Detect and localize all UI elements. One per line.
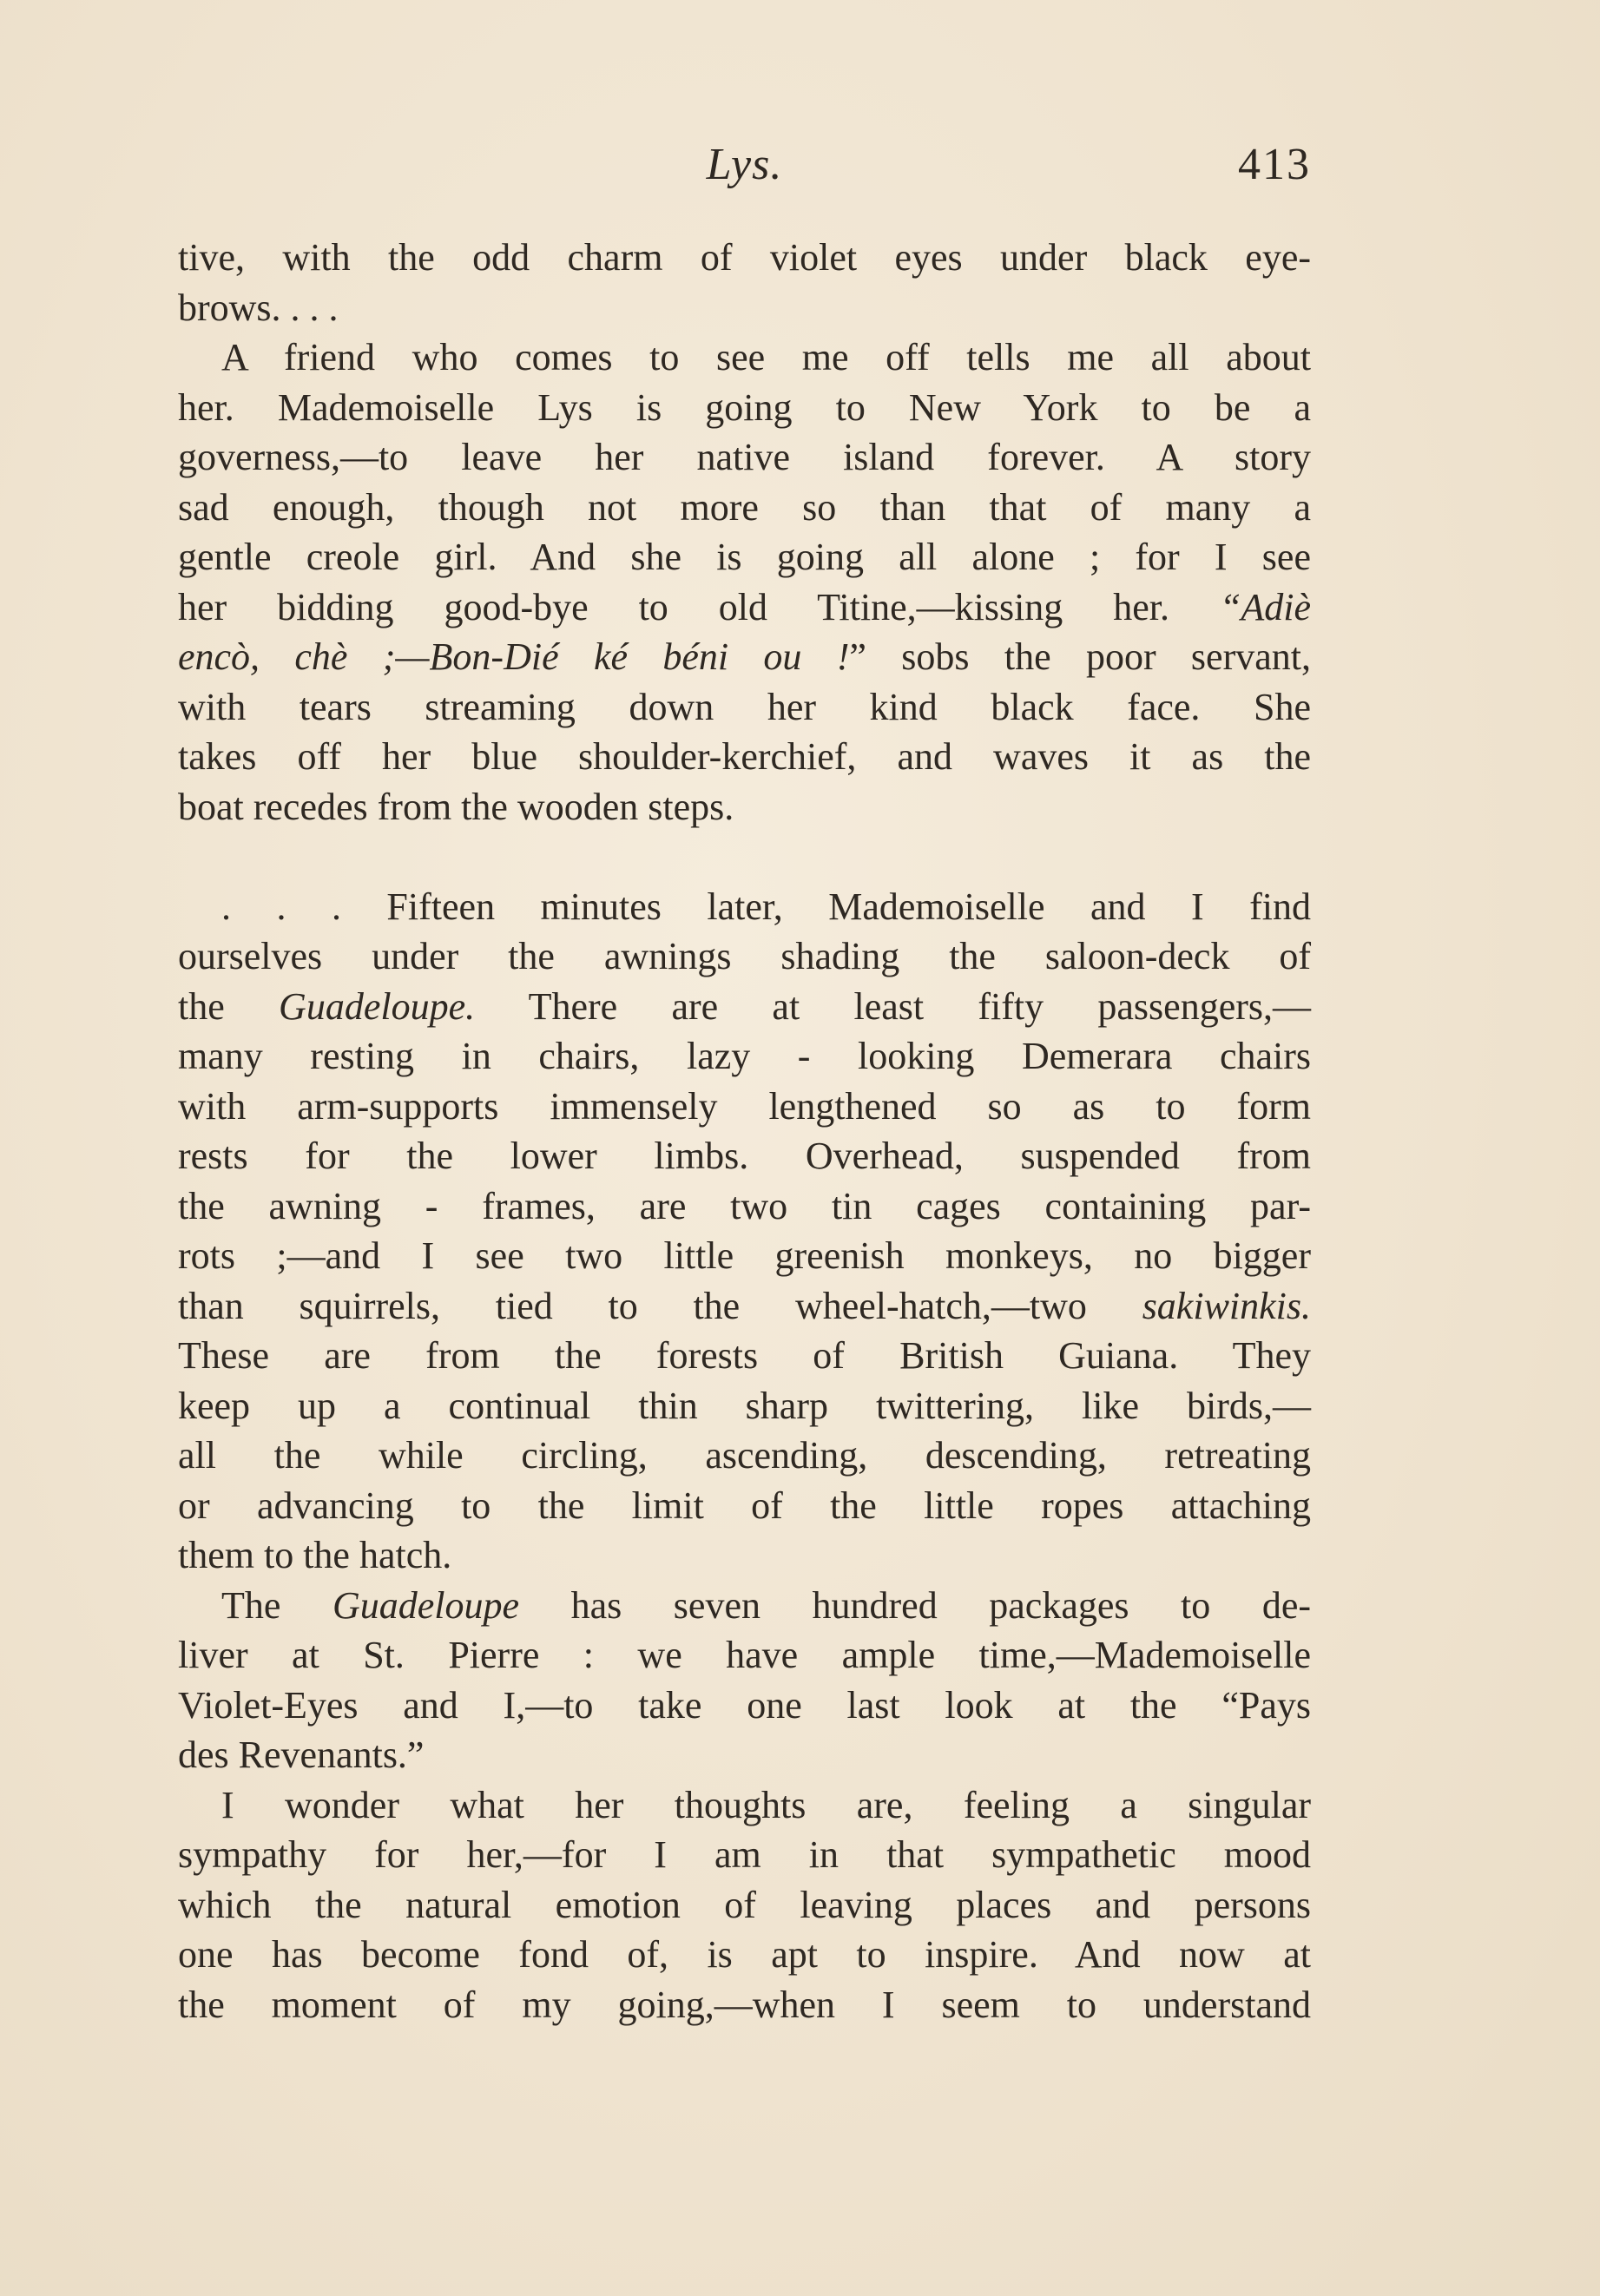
running-head [178,139,1311,217]
text-line: all the while circling, ascending, descending, retreating [178,1434,1311,1477]
text-line: her bidding good-bye to old Titine,—kissing her. “Adiè [178,585,1311,628]
text-line: ourselves under the awnings shading the saloon-deck of [178,935,1311,977]
body-text [178,233,1311,2030]
text-line: many resting in chairs, lazy - looking Demerara chairs [178,1035,1311,1077]
text-line: the Guadeloupe. There are at least fifty passengers,— [178,984,1312,1028]
creole-phrase: encò, chè ;—Bon-Dié ké béni ou ! [178,635,850,678]
animal-name: sakiwinkis. [1142,1284,1312,1327]
text-line: keep up a continual thin sharp twittering, like birds,— [178,1384,1311,1427]
text-line: which the natural emotion of leaving places and persons [178,1883,1311,1926]
ship-name: Guadeloupe [332,1583,520,1627]
text-line: sad enough, though not more so than that of many a [178,485,1311,529]
text-line: I wonder what her thoughts are, feeling a singular [221,1783,1311,1826]
creole-phrase: “Adiè [1219,585,1311,628]
text-line: than squirrels, tied to the wheel-hatch,—two sakiwinkis. [178,1284,1312,1327]
text-line: liver at St. Pierre : we have ample time,—Mademoiselle [178,1634,1311,1676]
text-line: brows. . . . [178,286,339,329]
text-line: takes off her blue shoulder-kerchief, and waves it as the [178,735,1311,778]
text-line: her. Mademoiselle Lys is going to New York to be a [178,385,1311,429]
text-line: The Guadeloupe has seven hundred packages to de- [221,1583,1312,1627]
text-line: them to the hatch. [178,1534,452,1576]
text-line: rests for the lower limbs. Overhead, suspended from [178,1135,1311,1177]
page-number: 413 [1238,140,1311,189]
ship-name: Guadeloupe. [279,984,476,1028]
text-line: sympathy for her,—for I am in that sympathetic mood [178,1833,1311,1876]
text-line: one has become fond of, is apt to inspire. And now at [178,1933,1311,1976]
text-line: encò, chè ;—Bon-Dié ké béni ou !” sobs the poor servant, [178,635,1311,678]
text-line: Violet-Eyes and I,—to take one last look at the “Pays [178,1683,1311,1727]
text-line: These are from the forests of British Guiana. They [178,1334,1311,1377]
text-line: with arm-supports immensely lengthened so as to form [178,1084,1311,1128]
text-line: boat recedes from the wooden steps. [178,785,734,828]
text-line: . . . Fifteen minutes later, Mademoiselle and I find [221,885,1311,928]
text-line: the moment of my going,—when I seem to understand [178,1983,1311,2026]
text-line: gentle creole girl. And she is going all alone ; for I see [178,536,1311,578]
text-line: with tears streaming down her kind black face. She [178,685,1311,728]
text-line: rots ;—and I see two little greenish monkeys, no bigger [178,1234,1311,1277]
section-break [178,832,1311,882]
text-line: or advancing to the limit of the little ropes attaching [178,1484,1311,1527]
text-line: governess,—to leave her native island forever. A story [178,436,1311,478]
text-line: tive, with the odd charm of violet eyes under black eye- [178,236,1311,279]
text-line: des Revenants.” [178,1734,425,1776]
text-line: A friend who comes to see me off tells me all about [221,336,1311,378]
text-line: the awning - frames, are two tin cages containing par- [178,1184,1311,1227]
running-title: Lys. [706,140,783,189]
